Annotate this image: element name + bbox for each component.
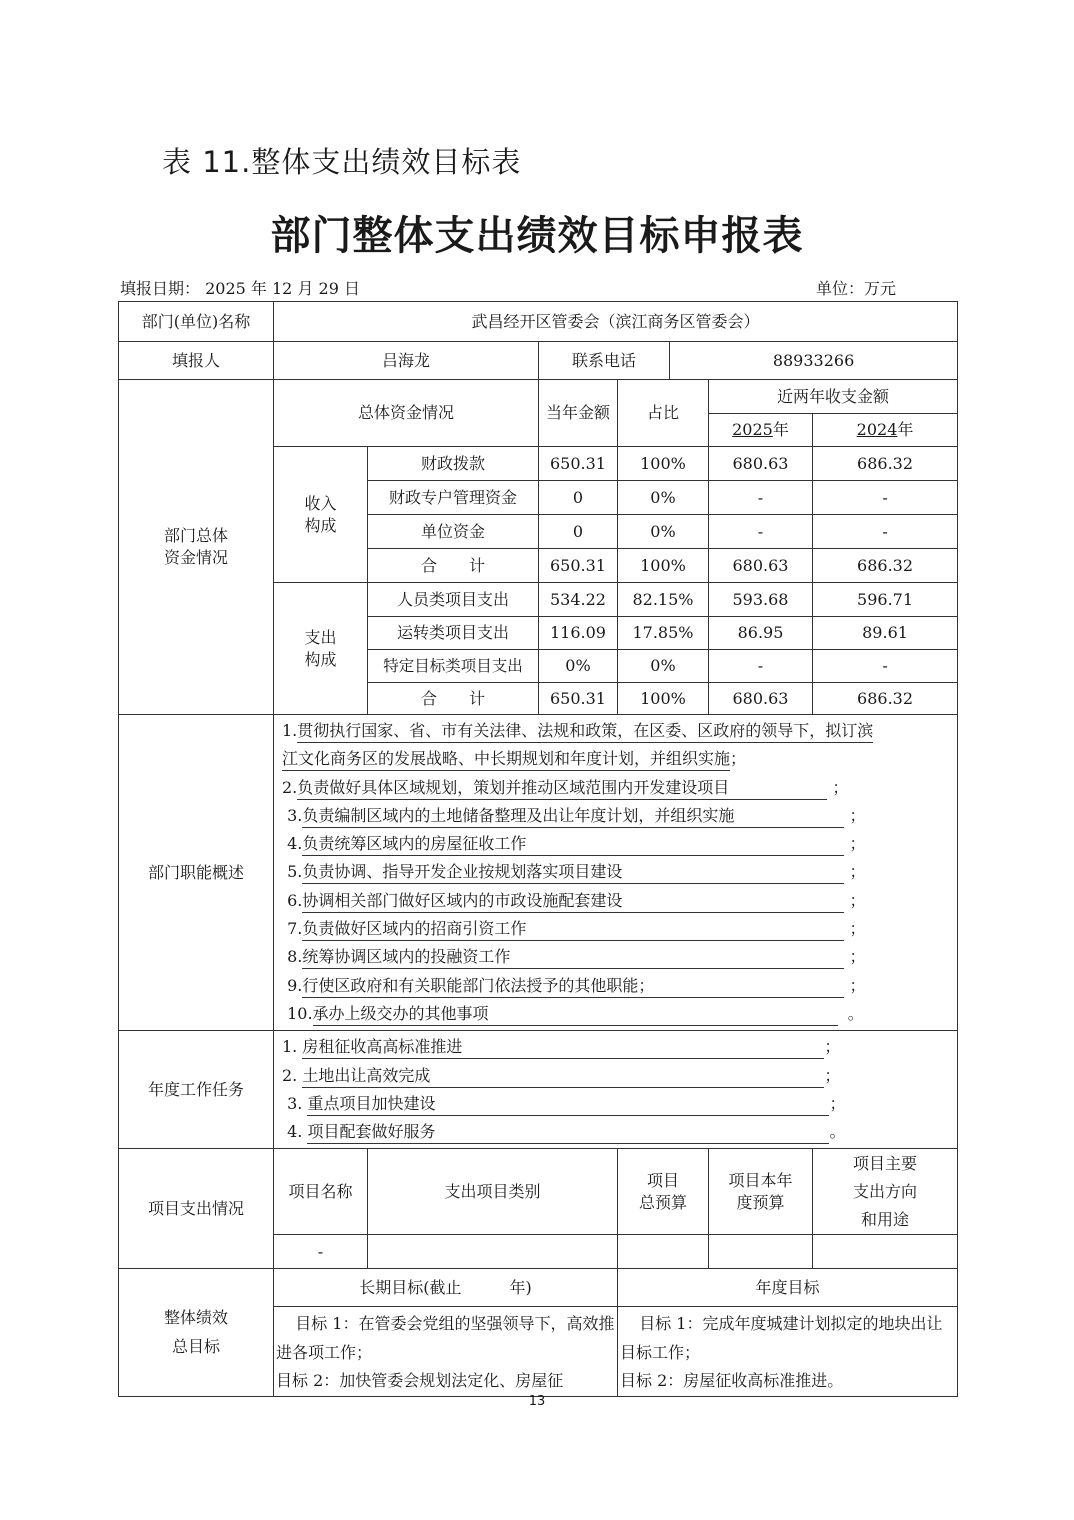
expense-2025: 86.95 xyxy=(709,617,813,650)
fill-date-value: 2025 年 12 月 29 日 xyxy=(205,279,360,298)
projects-header-category: 支出项目类别 xyxy=(368,1149,618,1235)
functions-row xyxy=(119,715,958,1031)
funds-header-row xyxy=(119,380,958,414)
function-item xyxy=(282,802,953,830)
dept-name-label: 部门(单位)名称 xyxy=(119,302,274,342)
function-prefix: 8. xyxy=(282,947,303,967)
function-text: 协调相关部门做好区域内的市政设施配套建设 xyxy=(302,890,844,913)
income-2024: - xyxy=(813,515,958,549)
function-item xyxy=(282,943,953,971)
function-prefix: 3. xyxy=(282,805,303,825)
expense-amount: 534.22 xyxy=(539,583,618,617)
income-amount: 650.31 xyxy=(539,447,618,481)
expense-amount: 650.31 xyxy=(539,683,618,715)
header-ratio: 占比 xyxy=(618,380,709,447)
expense-amount: 116.09 xyxy=(539,617,618,650)
functions-list xyxy=(274,715,958,1031)
function-prefix: 1. xyxy=(282,721,298,740)
function-item-cont xyxy=(282,745,953,773)
phone-cell xyxy=(539,342,958,380)
function-item xyxy=(282,887,953,915)
dept-name-row xyxy=(119,302,958,342)
function-text: 负责统筹区域内的房屋征收工作 xyxy=(302,833,844,856)
year-suffix: 年 xyxy=(772,420,789,440)
header-overall: 总体资金情况 xyxy=(274,380,539,447)
task-prefix: 1. xyxy=(282,1037,303,1057)
header-recent: 近两年收支金额 xyxy=(709,380,958,414)
function-prefix: 6. xyxy=(282,890,303,910)
fill-date-label: 填报日期： xyxy=(120,279,201,298)
tasks-list xyxy=(274,1031,958,1149)
expense-name: 人员类项目支出 xyxy=(368,583,539,617)
expense-ratio: 17.85% xyxy=(618,617,709,650)
task-end: ； xyxy=(829,1093,846,1113)
income-2024: 686.32 xyxy=(813,549,958,583)
function-end: ； xyxy=(849,834,866,854)
expense-2024: 686.32 xyxy=(813,683,958,715)
phone-label: 联系电话 xyxy=(473,342,670,379)
income-ratio: 0% xyxy=(618,515,709,549)
task-item xyxy=(282,1118,953,1146)
annual-goal-header: 年度目标 xyxy=(618,1269,958,1307)
functions-label: 部门职能概述 xyxy=(119,715,274,1031)
income-name: 财政拨款 xyxy=(368,447,539,481)
function-item xyxy=(282,972,953,1000)
income-amount: 0 xyxy=(539,481,618,515)
function-item xyxy=(282,774,953,802)
income-ratio: 100% xyxy=(618,549,709,583)
table-caption: 表 11.整体支出绩效目标表 xyxy=(162,145,522,179)
task-prefix: 4. xyxy=(282,1122,308,1142)
function-end: ； xyxy=(832,777,849,797)
income-2025: - xyxy=(709,515,813,549)
income-2025: - xyxy=(709,481,813,515)
expense-name: 特定目标类项目支出 xyxy=(368,650,539,683)
expense-name: 运转类项目支出 xyxy=(368,617,539,650)
expense-ratio: 82.15% xyxy=(618,583,709,617)
project-name: - xyxy=(274,1235,368,1269)
income-2024: 686.32 xyxy=(813,447,958,481)
income-2024: - xyxy=(813,481,958,515)
task-text: 土地出让高效完成 xyxy=(302,1065,824,1088)
function-text: 负责做好具体区域规划，策划并推动区域范围内开发建设项目 xyxy=(297,777,827,800)
income-2025: 680.63 xyxy=(709,549,813,583)
function-text: 行使区政府和有关职能部门依法授予的其他职能； xyxy=(302,975,844,998)
projects-header-direction: 项目主要 支出方向 和用途 xyxy=(813,1149,958,1235)
function-prefix: 10. xyxy=(282,1003,313,1023)
task-item xyxy=(282,1033,953,1061)
annual-goal-text: 目标 1：完成年度城建计划拟定的地块出让目标工作； 目标 2：房屋征收高标准推进。 xyxy=(618,1307,958,1397)
year-2025: 2025 xyxy=(732,420,773,440)
task-prefix: 2. xyxy=(282,1065,303,1085)
function-prefix: 9. xyxy=(282,975,303,995)
function-text: 江文化商务区的发展战略、中长期规划和年度计划，并组织实施 xyxy=(282,748,730,771)
project-annual-budget xyxy=(709,1235,813,1269)
function-item xyxy=(282,858,953,886)
task-text: 重点项目加快建设 xyxy=(307,1093,829,1116)
function-text: 负责协调、指导开发企业按规划落实项目建设 xyxy=(302,861,844,884)
function-prefix: 5. xyxy=(282,862,303,882)
projects-header-annual-budget: 项目本年 度预算 xyxy=(709,1149,813,1235)
reporter-row xyxy=(119,342,958,380)
expense-2024: 89.61 xyxy=(813,617,958,650)
project-total-budget xyxy=(618,1235,709,1269)
function-prefix: 7. xyxy=(282,919,303,939)
function-item xyxy=(282,717,953,745)
expense-2024: 596.71 xyxy=(813,583,958,617)
unit-label: 单位：万元 xyxy=(816,279,897,298)
expense-2025: 680.63 xyxy=(709,683,813,715)
task-text: 项目配套做好服务 xyxy=(307,1121,829,1144)
project-category xyxy=(368,1235,618,1269)
income-ratio: 100% xyxy=(618,447,709,481)
phone-value: 88933266 xyxy=(772,350,855,370)
income-2025: 680.63 xyxy=(709,447,813,481)
function-item xyxy=(282,830,953,858)
function-end: ； xyxy=(849,975,866,995)
function-item xyxy=(282,1000,953,1028)
goals-header-row xyxy=(119,1269,958,1307)
expense-amount: 0% xyxy=(539,650,618,683)
funds-section-label: 部门总体 资金情况 xyxy=(119,380,274,715)
tasks-row xyxy=(119,1031,958,1149)
tasks-label: 年度工作任务 xyxy=(119,1031,274,1149)
fill-date xyxy=(120,276,360,299)
function-prefix: 4. xyxy=(282,834,303,854)
function-text: 贯彻执行国家、省、市有关法律、法规和政策，在区委、区政府的领导下，拟订滨 xyxy=(297,720,873,743)
function-end: ； xyxy=(849,947,866,967)
task-end: ； xyxy=(824,1065,841,1085)
function-end: 。 xyxy=(847,1003,864,1023)
header-amount: 当年金额 xyxy=(539,380,618,447)
function-end: ； xyxy=(849,805,866,825)
expense-2025: 593.68 xyxy=(709,583,813,617)
function-end: ； xyxy=(849,862,866,882)
year-2024: 2024 xyxy=(856,420,898,440)
function-end: ； xyxy=(730,749,747,769)
function-end: ； xyxy=(849,919,866,939)
project-direction xyxy=(813,1235,958,1269)
function-text: 统筹协调区域内的投融资工作 xyxy=(302,946,844,969)
reporter-label: 填报人 xyxy=(119,342,274,380)
projects-header-name: 项目名称 xyxy=(274,1149,368,1235)
income-name: 单位资金 xyxy=(368,515,539,549)
income-amount: 650.31 xyxy=(539,549,618,583)
reporter-name: 吕海龙 xyxy=(381,350,430,370)
performance-target-form xyxy=(118,301,958,1397)
task-item xyxy=(282,1090,953,1118)
long-term-goal-header: 长期目标(截止 年) xyxy=(274,1269,618,1307)
year-suffix: 年 xyxy=(897,420,914,440)
task-text: 房租征收高高标准推进 xyxy=(302,1036,824,1059)
function-text: 负责做好区域内的招商引资工作 xyxy=(302,918,844,941)
expense-ratio: 0% xyxy=(618,650,709,683)
income-amount: 0 xyxy=(539,515,618,549)
function-prefix: 2. xyxy=(282,777,298,797)
goals-label: 整体绩效 总目标 xyxy=(119,1269,274,1397)
expense-label: 支出 构成 xyxy=(274,583,368,715)
income-ratio: 0% xyxy=(618,481,709,515)
task-end: 。 xyxy=(829,1122,846,1142)
function-text: 负责编制区域内的土地储备整理及出让年度计划，并组织实施 xyxy=(302,805,844,828)
task-prefix: 3. xyxy=(282,1093,308,1113)
projects-label: 项目支出情况 xyxy=(119,1149,274,1269)
expense-2024: - xyxy=(813,650,958,683)
income-name: 合 计 xyxy=(368,549,539,583)
expense-ratio: 100% xyxy=(618,683,709,715)
expense-name: 合 计 xyxy=(368,683,539,715)
function-text: 承办上级交办的其他事项 xyxy=(313,1003,838,1026)
task-item xyxy=(282,1062,953,1090)
header-year-2025 xyxy=(709,414,813,447)
expense-2025: - xyxy=(709,650,813,683)
page-title: 部门整体支出绩效目标申报表 xyxy=(270,212,804,259)
income-name: 财政专户管理资金 xyxy=(368,481,539,515)
dept-name-value: 武昌经开区管委会（滨江商务区管委会） xyxy=(274,302,958,342)
function-item xyxy=(282,915,953,943)
task-end: ； xyxy=(824,1037,841,1057)
page-number: 13 xyxy=(528,1394,546,1409)
function-end: ； xyxy=(849,890,866,910)
income-label: 收入 构成 xyxy=(274,447,368,583)
projects-header-row xyxy=(119,1149,958,1235)
projects-header-total-budget: 项目 总预算 xyxy=(618,1149,709,1235)
header-year-2024 xyxy=(813,414,958,447)
long-term-goal-text: 目标 1：在管委会党组的坚强领导下，高效推进各项工作； 目标 2：加快管委会规划法定化、房屋征 xyxy=(274,1307,618,1397)
